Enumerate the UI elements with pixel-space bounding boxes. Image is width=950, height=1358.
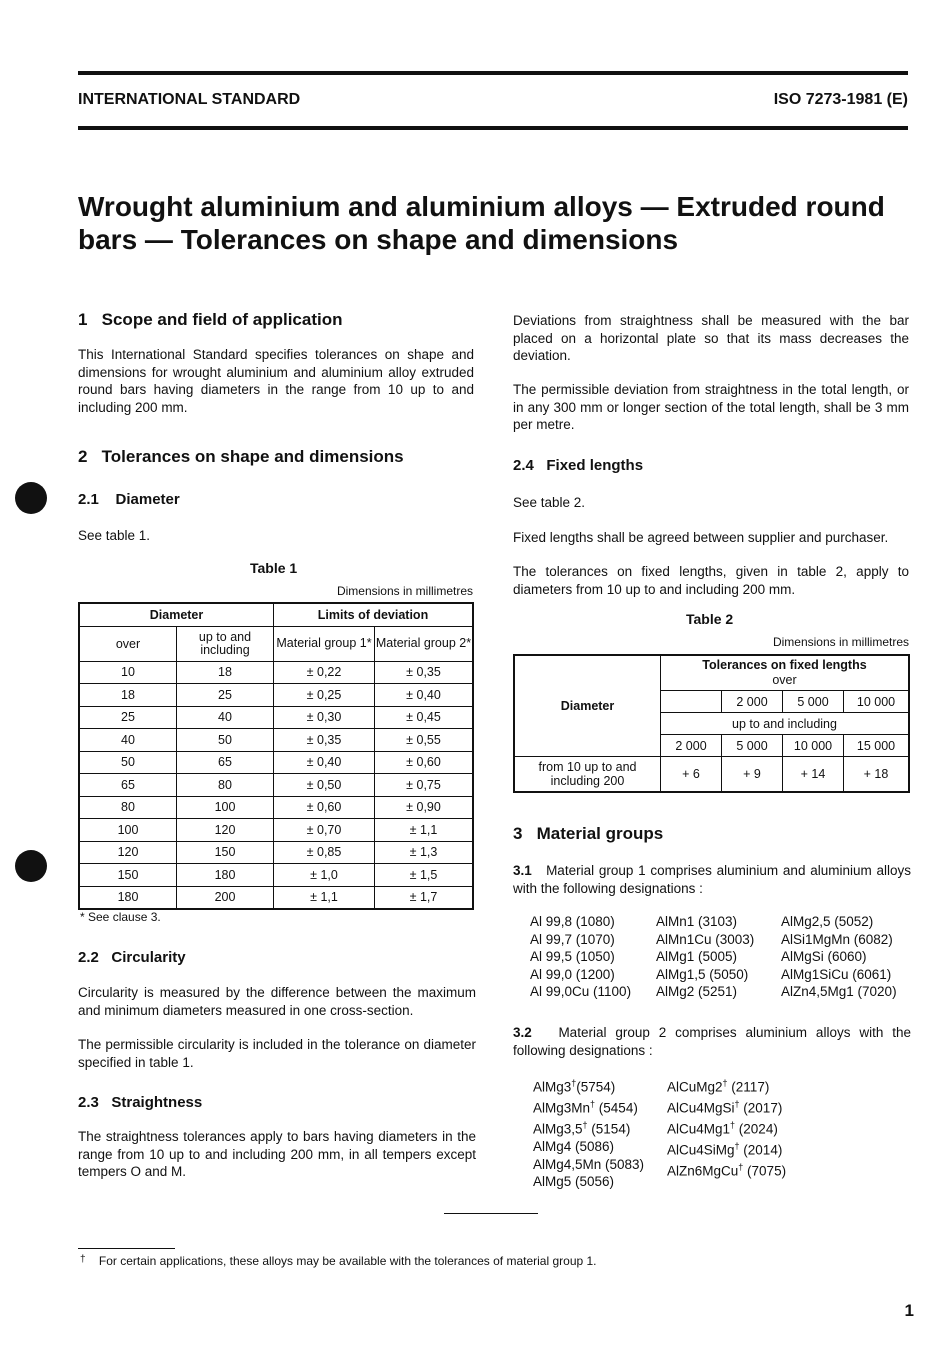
- t2-over-cell: 10 000: [844, 691, 910, 713]
- t1-header-limits: Limits of deviation: [274, 603, 474, 626]
- t1-cell: 18: [177, 661, 274, 684]
- t1-cell: 120: [177, 819, 274, 842]
- table-row: [79, 729, 473, 752]
- t1-header-group2: Material group 2*: [375, 626, 474, 661]
- footnote-dagger: †: [80, 1254, 86, 1265]
- section-2-2-para-2: The permissible circularity is included in the tolerance on diameter specified in table 1.: [78, 1037, 476, 1070]
- t1-cell: ± 0,50: [274, 774, 375, 797]
- material-designation: Al 99,0Cu (1100): [530, 984, 632, 999]
- section-1-text: This International Standard specifies tolerances on shape and dimensions for wrought aluminium and aluminium alloy extruded round bars having diameters in the range from 10 up to and including 200 mm.: [78, 347, 474, 415]
- t1-cell: 180: [177, 864, 274, 887]
- material-designation: AlMg5 (5056): [533, 1174, 615, 1189]
- table-2: [513, 654, 910, 793]
- t1-cell: ± 1,1: [375, 819, 474, 842]
- material-designation: AlMg3†(5754): [533, 1078, 616, 1095]
- material-designation: AlMg2 (5251): [656, 984, 738, 999]
- t1-cell: ± 0,40: [375, 684, 474, 707]
- t1-cell: 50: [79, 751, 177, 774]
- t1-cell: ± 0,85: [274, 841, 375, 864]
- page-number: 1: [904, 1301, 914, 1320]
- material-designation: AlZn4,5Mg1 (7020): [781, 984, 897, 999]
- t2-header-diameter: Diameter: [514, 655, 661, 757]
- table-2-units: Dimensions in millimetres: [772, 635, 909, 649]
- t1-cell: ± 0,55: [375, 729, 474, 752]
- t2-upto-cell: 5 000: [722, 735, 783, 757]
- table-1: [78, 602, 474, 910]
- t1-header-upto: up to and including: [177, 626, 274, 661]
- t2-value-cell: + 18: [844, 757, 910, 793]
- t2-header-tolerances-label: Tolerances on fixed lengths: [702, 658, 867, 672]
- t1-header-over: over: [79, 626, 177, 661]
- section-2-4-heading: 2.4 Fixed lengths: [513, 457, 644, 474]
- section-3-heading: 3 Material groups: [513, 824, 664, 843]
- table-1-units: Dimensions in millimetres: [336, 584, 473, 598]
- t2-header-upto: up to and including: [661, 713, 910, 735]
- table-row: [79, 796, 473, 819]
- section-end-rule: [444, 1213, 538, 1214]
- material-designation: AlCu4Mg1† (2024): [667, 1120, 778, 1137]
- t1-cell: ± 0,45: [375, 706, 474, 729]
- material-designation: AlMg4 (5086): [533, 1139, 615, 1154]
- t1-cell: 65: [79, 774, 177, 797]
- dagger-mark: †: [734, 1099, 740, 1109]
- material-designation: AlMg1,5 (5050): [656, 966, 749, 982]
- material-designation: AlMg4,5Mn (5083): [533, 1156, 645, 1172]
- t1-cell: ± 0,25: [274, 684, 375, 707]
- t1-cell: ± 0,35: [274, 729, 375, 752]
- top-rule: [78, 71, 908, 75]
- section-2-2-para-1: Circularity is measured by the difference between the maximum and minimum diameters measured in one cross-section.: [78, 985, 476, 1018]
- group-2-list-col-1: [533, 1075, 644, 1191]
- t2-upto-cell: 10 000: [783, 735, 844, 757]
- t1-cell: 25: [79, 706, 177, 729]
- material-designation: AlMgSi (6060): [781, 949, 867, 964]
- table-row: [79, 864, 473, 887]
- section-2-4-para-3: The tolerances on fixed lengths, given in table 2, apply to diameters from 10 up to and including 200 mm.: [513, 564, 909, 597]
- t1-cell: ± 0,35: [375, 661, 474, 684]
- dagger-mark: †: [590, 1099, 596, 1109]
- t1-cell: ± 1,1: [274, 886, 375, 909]
- material-designation: AlMg3Mn† (5454): [533, 1099, 638, 1116]
- dagger-mark: †: [738, 1162, 744, 1172]
- material-designation: AlSi1MgMn (6082): [781, 931, 893, 947]
- section-2-heading: 2 Tolerances on shape and dimensions: [78, 447, 404, 466]
- t1-cell: 25: [177, 684, 274, 707]
- t2-header-over: over: [772, 673, 797, 687]
- t1-cell: 150: [79, 864, 177, 887]
- t2-over-cell: [661, 691, 722, 713]
- page-title: Wrought aluminium and aluminium alloys — Extruded round bars — Tolerances on shape and dimensions: [78, 191, 885, 255]
- dagger-mark: †: [571, 1078, 577, 1088]
- t1-cell: ± 0,75: [375, 774, 474, 797]
- material-designation: AlCuMg2† (2117): [667, 1078, 770, 1095]
- table-1-footnote: * See clause 3.: [80, 910, 161, 924]
- material-designation: Al 99,5 (1050): [530, 949, 615, 964]
- footnote: † For certain applications, these alloys may be available with the tolerances of material group 1.: [80, 1254, 597, 1268]
- straightness-measure-text: Deviations from straightness shall be measured with the bar placed on a horizontal plate so that its mass decreases the deviation.: [513, 313, 909, 363]
- t1-cell: 100: [79, 819, 177, 842]
- t1-cell: ± 1,7: [375, 886, 474, 909]
- material-designation: AlMn1 (3103): [656, 914, 738, 929]
- material-designation: Al 99,8 (1080): [530, 914, 615, 929]
- t1-cell: 200: [177, 886, 274, 909]
- t1-cell: 80: [177, 774, 274, 797]
- t2-over-cell: 2 000: [722, 691, 783, 713]
- t1-cell: 18: [79, 684, 177, 707]
- section-2-1-text: See table 1.: [78, 528, 151, 543]
- t2-upto-cell: 2 000: [661, 735, 722, 757]
- table-row: [79, 684, 473, 707]
- dagger-mark: †: [734, 1141, 740, 1151]
- t1-cell: ± 0,40: [274, 751, 375, 774]
- section-2-1-heading: 2.1 Diameter: [78, 491, 180, 508]
- t1-cell: ± 1,5: [375, 864, 474, 887]
- section-2-3-heading: 2.3 Straightness: [78, 1094, 203, 1111]
- header-right: ISO 7273-1981 (E): [773, 91, 908, 108]
- material-designation: AlMn1Cu (3003): [656, 931, 755, 947]
- section-2-2-heading: 2.2 Circularity: [78, 949, 186, 966]
- material-designation: AlZn6MgCu† (7075): [667, 1162, 787, 1179]
- table-row: [79, 661, 473, 684]
- table-row: [79, 774, 473, 797]
- table-row: [79, 841, 473, 864]
- section-2-3-text: The straightness tolerances apply to bars having diameters in the range from 10 up to and including 200 mm, in all tempers except tempers O and M.: [78, 1129, 476, 1179]
- t1-cell: 40: [79, 729, 177, 752]
- t2-upto-cell: 15 000: [844, 735, 910, 757]
- table-2-caption: Table 2: [686, 611, 734, 627]
- t2-value-cell: + 9: [722, 757, 783, 793]
- t1-cell: 100: [177, 796, 274, 819]
- material-designation: Al 99,7 (1070): [530, 931, 615, 947]
- material-designation: AlCu4MgSi† (2017): [667, 1099, 783, 1116]
- table-row: [79, 819, 473, 842]
- straightness-deviation-text: The permissible deviation from straightness in the total length, or in any 300 mm or longer section of the total length, shall be 3 mm per metre.: [513, 382, 909, 432]
- punch-hole-mark: [15, 850, 47, 882]
- t1-header-diameter: Diameter: [79, 603, 274, 626]
- material-designation: AlMg2,5 (5052): [781, 914, 874, 929]
- t1-cell: 50: [177, 729, 274, 752]
- table-row: [79, 751, 473, 774]
- group-1-list-col-2: [656, 913, 754, 1001]
- group-1-list-col-3: [781, 913, 897, 1001]
- t1-cell: 10: [79, 661, 177, 684]
- section-2-4-para-2: Fixed lengths shall be agreed between supplier and purchaser.: [513, 530, 889, 545]
- t1-cell: ± 1,3: [375, 841, 474, 864]
- t1-cell: ± 0,70: [274, 819, 375, 842]
- dagger-mark: †: [722, 1078, 728, 1088]
- t1-cell: 80: [79, 796, 177, 819]
- section-1-heading: 1 Scope and field of application: [78, 310, 343, 329]
- t1-cell: ± 0,60: [274, 796, 375, 819]
- punch-hole-mark: [15, 482, 47, 514]
- table-1-caption: Table 1: [250, 560, 298, 576]
- dagger-mark: †: [582, 1120, 588, 1130]
- t2-header-tolerances: [661, 655, 910, 691]
- header-left: INTERNATIONAL STANDARD: [78, 91, 301, 108]
- t1-cell: 180: [79, 886, 177, 909]
- t1-cell: 65: [177, 751, 274, 774]
- t1-cell: 40: [177, 706, 274, 729]
- table-row: [79, 886, 473, 909]
- section-3-2-text: 3.2 Material group 2 comprises aluminium alloys with the following designations :: [513, 1025, 911, 1058]
- material-designation: Al 99,0 (1200): [530, 966, 615, 982]
- t1-header-group1: Material group 1*: [274, 626, 375, 661]
- group-1-list-col-1: [530, 913, 631, 1001]
- material-designation: AlMg1 (5005): [656, 949, 738, 964]
- t1-cell: ± 0,60: [375, 751, 474, 774]
- material-designation: AlCu4SiMg† (2014): [667, 1141, 783, 1158]
- material-designation: AlMg3,5† (5154): [533, 1120, 631, 1137]
- header-rule: [78, 126, 908, 130]
- section-3-1-text: 3.1 Material group 1 comprises aluminium and aluminium alloys with the following designations :: [513, 863, 911, 896]
- t2-value-cell: + 6: [661, 757, 722, 793]
- t2-value-cell: + 14: [783, 757, 844, 793]
- t1-cell: 150: [177, 841, 274, 864]
- group-2-list-col-2: [667, 1075, 786, 1180]
- t1-cell: ± 0,22: [274, 661, 375, 684]
- t1-cell: ± 1,0: [274, 864, 375, 887]
- dagger-mark: †: [730, 1120, 736, 1130]
- footnote-rule: [78, 1248, 175, 1249]
- t2-row-label: from 10 up to and including 200: [514, 757, 661, 793]
- table-row: [79, 706, 473, 729]
- t1-cell: ± 0,90: [375, 796, 474, 819]
- t1-cell: 120: [79, 841, 177, 864]
- material-designation: AlMg1SiCu (6061): [781, 966, 892, 982]
- t1-cell: ± 0,30: [274, 706, 375, 729]
- t2-over-cell: 5 000: [783, 691, 844, 713]
- section-2-4-para-1: See table 2.: [513, 495, 586, 510]
